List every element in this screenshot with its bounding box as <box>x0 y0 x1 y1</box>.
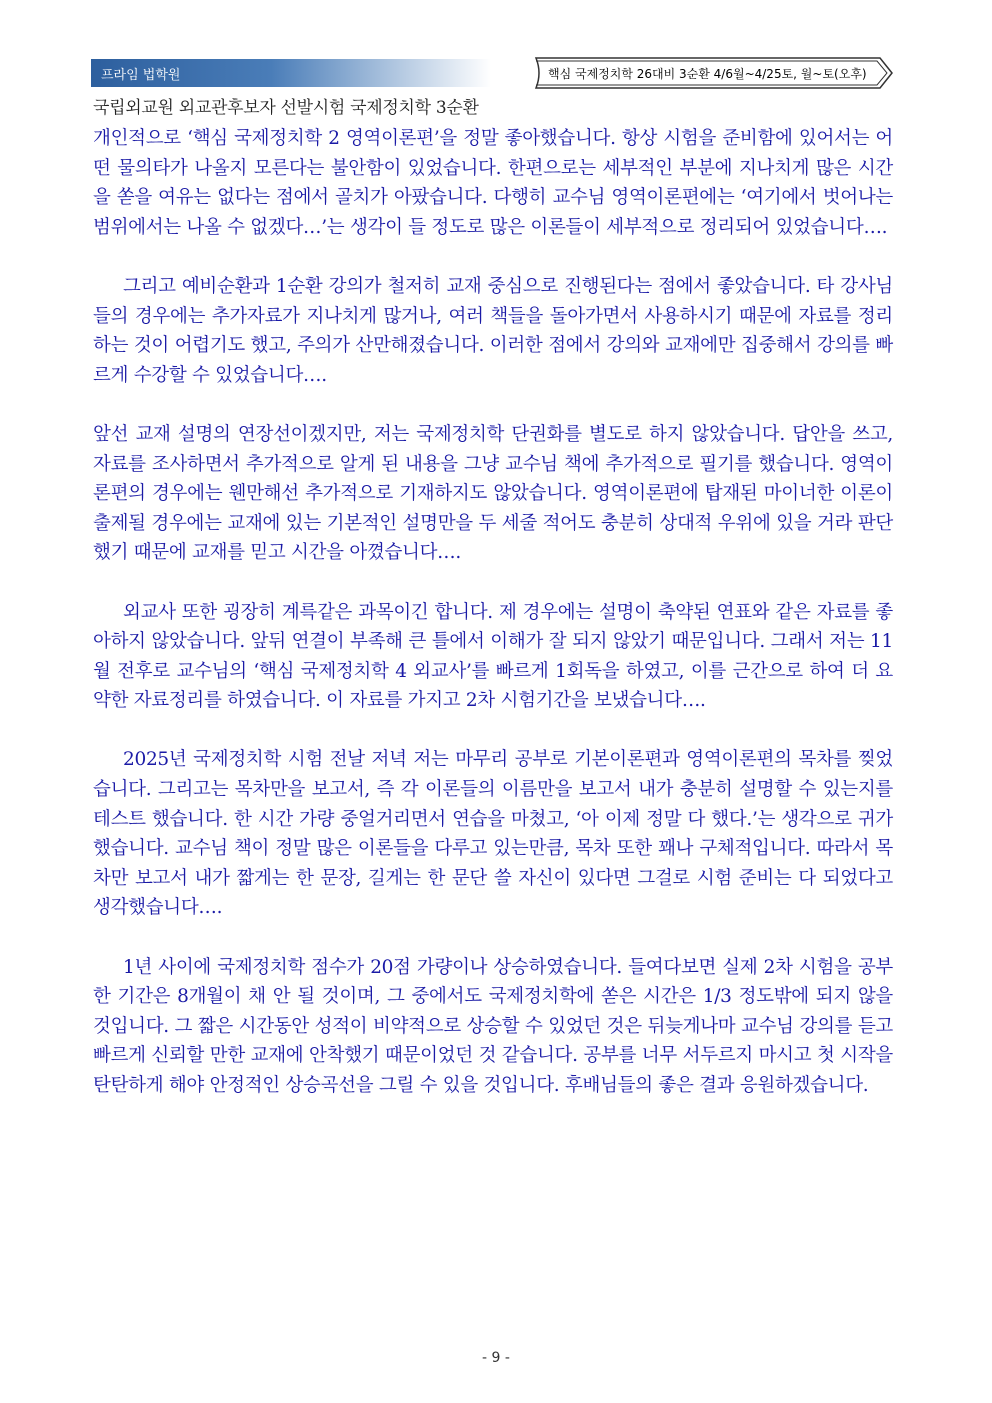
paragraph: 개인적으로 ‘핵심 국제정치학 2 영역이론편’을 정말 좋아했습니다. 항상 시험을 준비함에 있어서는 어떤 물의타가 나올지 모른다는 불안함이 있었습니다. 한편으로는 세부적인 부분에 지나치게 많은 시간을 쏟을 여유는 없다는 점에서 골치가 아팠습니다. 다행히 교수님 영역이론편에는 ‘여기에서 벗어나는 범위에서는 나올 수 없겠다…’는 생각이 들 정도로 많은 이론들이 세부적으로 정리되어 있었습니다…. <box>93 128 893 238</box>
academy-name: 프라임 법학원 <box>101 68 181 83</box>
paragraph: 1년 사이에 국제정치학 점수가 20점 가량이나 상승하였습니다. 들여다보면 실제 2차 시험을 공부한 기간은 8개월이 채 안 될 것이며, 그 중에서도 국제정치학에 쏟은 시간은 1/3 정도밖에 되지 않을 것입니다. 그 짧은 시간동안 성적이 비약적으로 상승할 수 있었던 것은 뒤늦게나마 교수님 강의를 듣고 빠르게 신뢰할 만한 교재에 안착했기 때문이었던 것 같습니다. 공부를 너무 서두르지 마시고 첫 시작을 탄탄하게 해야 안정적인 상승곡선을 그릴 수 있을 것입니다. 후배님들의 좋은 결과 응원하겠습니다. <box>93 956 893 1096</box>
page-number: - 9 - <box>482 1350 510 1366</box>
paragraph: 앞선 교재 설명의 연장선이겠지만, 저는 국제정치학 단권화를 별도로 하지 않았습니다. 답안을 쓰고, 자료를 조사하면서 추가적으로 알게 된 내용을 그냥 교수님 책에 추가적으로 필기를 했습니다. 영역이론편의 경우에는 웬만해선 추가적으로 기재하지도 않았습니다. 영역이론편에 탑재된 마이너한 이론이 출제될 경우에는 교재에 있는 기본적인 설명만을 두 세줄 적어도 충분히 상대적 우위에 있을 거라 판단했기 때문에 교재를 믿고 시간을 아꼈습니다…. <box>93 423 893 564</box>
paragraph: 그리고 예비순환과 1순환 강의가 철저히 교재 중심으로 진행된다는 점에서 좋았습니다. 타 강사님들의 경우에는 추가자료가 지나치게 많거나, 여러 책들을 돌아가면서 사용하시기 때문에 자료를 정리하는 것이 어렵기도 했고, 주의가 산만해졌습니다. 이러한 점에서 강의와 교재에만 집중해서 강의를 빠르게 수강할 수 있었습니다…. <box>93 275 893 386</box>
course-info-banner <box>534 56 894 90</box>
paragraph: 외교사 또한 굉장히 계륵같은 과목이긴 합니다. 제 경우에는 설명이 축약된 연표와 같은 자료를 좋아하지 않았습니다. 앞뒤 연결이 부족해 큰 틀에서 이해가 잘 되지 않았기 때문입니다. 그래서 저는 11월 전후로 교수님의 ‘핵심 국제정치학 4 외교사’를 빠르게 1회독을 하였고, 이를 근간으로 하여 더 요약한 자료정리를 하였습니다. 이 자료를 가지고 2차 시험기간을 보냈습니다…. <box>93 601 893 712</box>
academy-tag <box>91 59 491 87</box>
paragraph: 2025년 국제정치학 시험 전날 저녁 저는 마무리 공부로 기본이론편과 영역이론편의 목차를 찢었습니다. 그리고는 목차만을 보고서, 즉 각 이론들의 이름만을 보고서 내가 충분히 설명할 수 있는지를 테스트 했습니다. 한 시간 가량 중얼거리면서 연습을 마쳤고, ‘아 이제 정말 다 했다.’는 생각으로 귀가했습니다. 교수님 책이 정말 많은 이론들을 다루고 있는만큼, 목차 또한 꽤나 구체적입니다. 따라서 목차만 보고서 내가 짧게는 한 문장, 길게는 한 문단 쓸 자신이 있다면 그걸로 시험 준비는 다 되었다고 생각했습니다…. <box>93 749 893 919</box>
course-info-text: 핵심 국제정치학 26대비 3순환 4/6월~4/25토, 월~토(오후) <box>548 67 867 81</box>
article-body <box>93 124 893 1130</box>
document-subtitle: 국립외교원 외교관후보자 선발시험 국제정치학 3순환 <box>93 98 479 118</box>
